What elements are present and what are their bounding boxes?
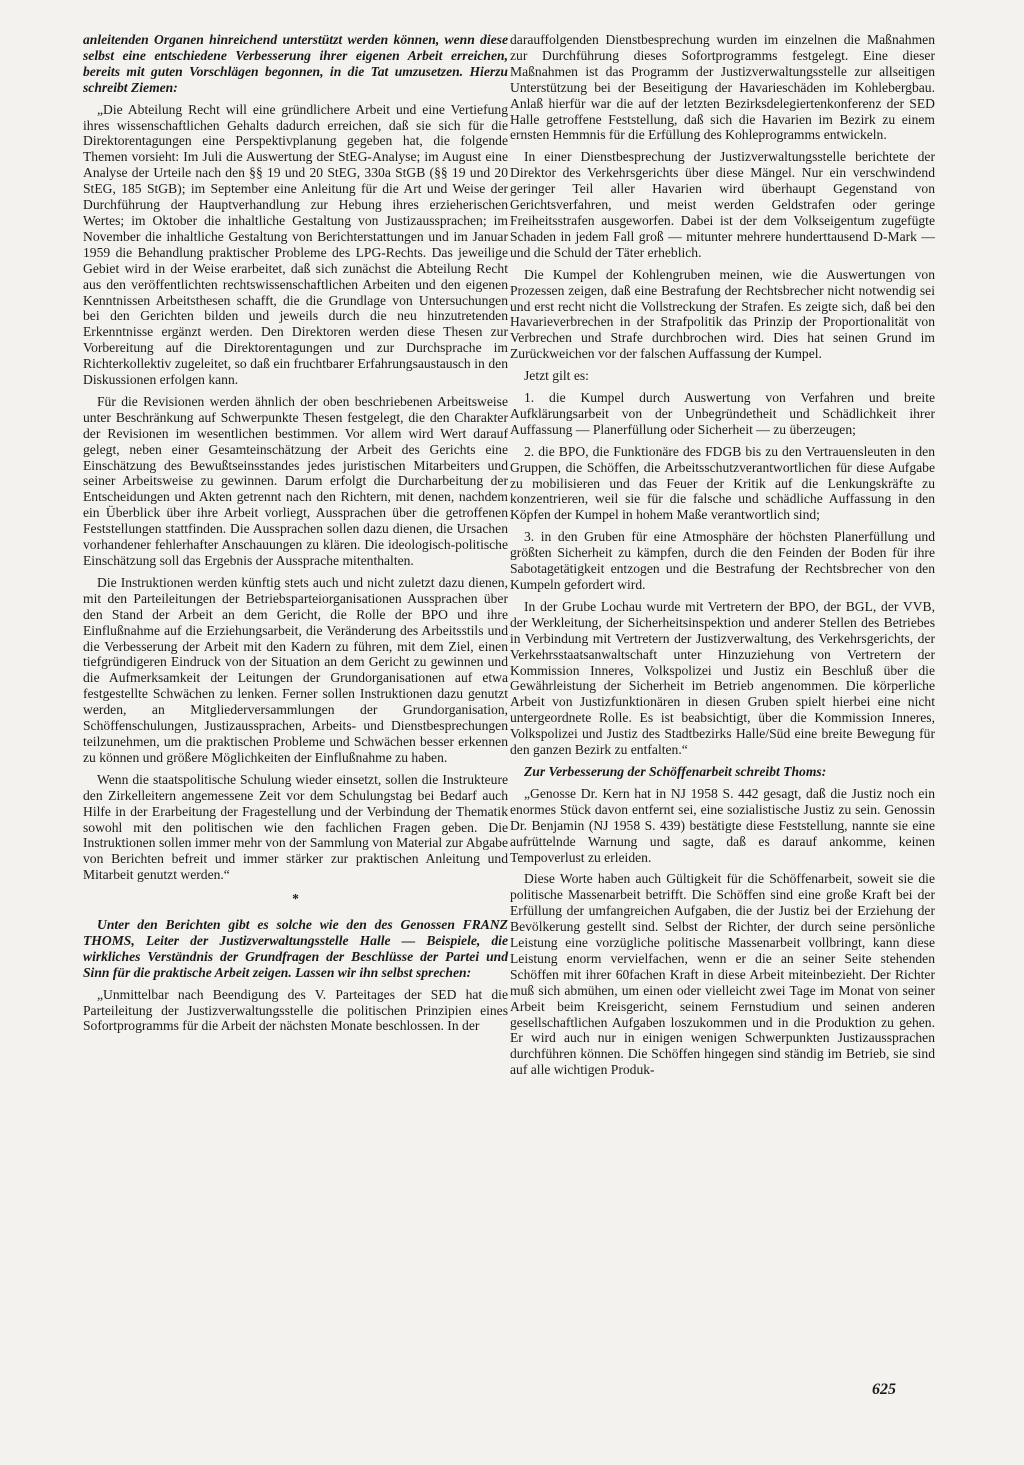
right-column <box>510 32 935 1084</box>
paragraph-dienstbesprechung: In einer Dienstbesprechung der Justizverwaltungsstelle berichtete der Direktor des Verkehrsgerichts über diese Mängel. Nur ein verschwindend geringer Teil aller Havarien wird überhaupt Gegenstand von Gerichtsverfahren, und meist werden Geldstrafen oder geringe Freiheitsstrafen ausgeworfen. Dabei ist der dem Volkseigentum zugefügte Schaden in jedem Fall groß — mitunter mehrere hunderttausend D-Mark — und die Schuld der Täter erheblich. <box>510 149 935 260</box>
paragraph-continuation: darauffolgenden Dienstbesprechung wurden im einzelnen die Maßnahmen zur Durchführung dieses Sofortprogramms festgelegt. Eine dieser Maßnahmen ist das Programm der Justizverwaltungsstelle zur allseitigen Unterstützung bei der Beseitigung der Havarieschäden im Kohlebergbau. Anlaß hierfür war die auf der letzten Bezirksdelegiertenkonferenz der SED Halle getroffene Feststellung, daß sich die Havarien im Bezirk zu einem ernsten Hemmnis für die Erfüllung des Kohleprogramms entwickeln. <box>510 32 935 143</box>
quote-paragraph-parteitag: „Unmittelbar nach Beendigung des V. Parteitages der SED hat die Parteileitung der Justizverwaltungsstelle die politischen Prinzipien eines Sofortprogramms für die Arbeit der nächsten Monate beschlossen. In der <box>83 986 508 1034</box>
list-item-1: 1. die Kumpel durch Auswertung von Verfahren und breite Aufklärungsarbeit von der Unbegründetheit und Schädlichkeit ihrer Auffassung — Planerfüllung oder Sicherheit — zu überzeugen; <box>510 390 935 437</box>
paragraph-instruktionen: Die Instruktionen werden künftig stets auch und nicht zuletzt dazu dienen, mit den Parteileitungen der Betriebsparteiorganisationen Aussprachen über den Stand der Arbeit an dem Gericht, die Rolle der BPO und ihre Einflußnahme auf die Erziehungsarbeit, die Veränderung des Arbeitsstils und die Verbesserung der Arbeit mit den Kadern zu führen, mit dem Ziel, einen tiefgründigeren Eindruck von der Situation an dem Gericht zu gewinnen und die Aufmerksamkeit der Leitungen der Grundorganisationen auf etwa festgestellte Schwächen zu lenken. Ferner sollen Instruktionen dazu genutzt werden, an Mitgliederversammlungen der Grundorganisation, Schöffenschulungen, Justizaussprachen, Arbeits- und Dienstbesprechungen teilzunehmen, um die praktischen Probleme und Schwächen besser erkennen zu können und größere Möglichkeiten der Einflußnahme zu haben. <box>83 574 508 765</box>
page-number: 625 <box>872 1381 896 1398</box>
intro-paragraph: anleitenden Organen hinreichend unterstützt werden können, wenn diese selbst eine entschiedene Verbesserung ihrer eigenen Arbeit erreichen, bereits mit guten Vorschlägen begonnen, in die Tat umzusetzen. Hierzu schreibt Ziemen: <box>83 32 508 95</box>
paragraph-revisionen: Für die Revisionen werden ähnlich der oben beschriebenen Arbeitsweise unter Beschränkung auf Schwerpunkte Thesen festgelegt, die den Charakter der Revisionen im wesentlichen bestimmen. Vor allem wird Wert darauf gelegt, neben einer Gesamteinschätzung der Arbeit des Gerichts eine Einschätzung des Bewußtseinsstandes jedes juristischen Mitarbeiters und seiner Arbeitsweise zu gewinnen. Darum erfolgt die Durcharbeitung der Entscheidungen und Akten getrennt nach den Richtern, mit denen, nachdem ein Überblick über ihre Arbeit vorliegt, Aussprachen über die getroffenen Feststellungen stattfinden. Die Aussprachen sollen dazu dienen, die Ursachen vorhandener fehlerhafter Anschauungen zu klären. Die ideologisch-politische Einschätzung soll das Ergebnis der Aussprache mitenthalten. <box>83 393 508 568</box>
quote-paragraph-abteilung-recht: „Die Abteilung Recht will eine gründlichere Arbeit und eine Vertiefung ihres wissenschaftlichen Gehalts dadurch erreichen, daß sie sich für die Direktorentagungen eine Perspektivplanung gegeben hat, die folgende Themen vorsieht: Im Juli die Auswertung der StEG-Analyse; im August eine Analyse der Urteile nach den §§ 19 und 20 StEG, 330a StGB (§§ 19 und 20 StEG, 185 StGB); im September eine Anleitung für die Art und Weise der Durchführung der Hauptverhandlung zur Hebung ihres erzieherischen Wertes; im Oktober die inhaltliche Gestaltung von Justizaussprachen; im November die inhaltliche Gestaltung von Berichterstattungen und im Januar 1959 die Behandlung praktischer Probleme des LPG-Rechts. Das jeweilige Gebiet wird in der Weise erarbeitet, daß sich zunächst die Abteilung Recht aus den veröffentlichten rechtswissenschaftlichen Arbeiten und den eigenen Kenntnissen Arbeitsthesen schafft, die die Grundlage von Untersuchungen bei den Gerichten bilden und jeweils durch die neu hinzutretenden Erkenntnisse ergänzt werden. Den Direktoren werden diese Thesen zur Vorbereitung auf die Direktorentagungen und zur Durchsprache im Richterkollektiv zugeleitet, so daß ein fruchtbarer Erfahrungsaustausch in den Diskussionen erfolgen kann. <box>83 101 508 388</box>
paragraph-kumpel: Die Kumpel der Kohlengruben meinen, wie die Auswertungen von Prozessen zeigen, daß eine Bestrafung der Rechtsbrecher nicht notwendig sei und erst recht nicht die Vollstreckung der Strafen. Es zeigte sich, daß bei den Havarieverbrechen in der Strafpolitik das Prinzip der Proportionalität von Verbrechen und Strafe durchbrochen wird. Dies hat seinen Grund im Zurückweichen vor der falschen Auffassung der Kumpel. <box>510 266 935 362</box>
section-divider-asterisk: * <box>292 891 299 907</box>
paragraph-gueltigkeit: Diese Worte haben auch Gültigkeit für die Schöffenarbeit, soweit sie die politische Massenarbeit betrifft. Die Schöffen sind eine große Kraft bei der Erfüllung der umfangreichen Aufgaben, die der Justiz bei der Erziehung der Bevölkerung gestellt sind. Selbst der Richter, der durch seine persönliche Leistung eine vorzügliche politische Massenarbeit vollbringt, kann diese Leistung enorm vervielfachen, wenn er die an seiner Seite stehenden Schöffen mit ihrer 60fachen Kraft in diese Arbeit miteinbezieht. Der Richter muß sich abmühen, um einen oder vielleicht zwei Tage im Monat von seiner Arbeit beim Kreisgericht, seinem Fernstudium und seinen anderen gesellschaftlichen Aufgaben loszukommen und in die Produktion zu gehen. Er wird auch nur in einigen wenigen Schwerpunkten Justizaussprachen durchführen können. Die Schöffen hingegen sind ständig im Betrieb, sie sind auf alle wichtigen Produk- <box>510 871 935 1078</box>
list-item-3: 3. in den Gruben für eine Atmosphäre der höchsten Planerfüllung und größten Sicherheit zu kämpfen, durch die den Feinden der Boden für ihre Sabotagetätigkeit entzogen und die Bestrafung der Rechtsbrecher von den Kumpeln gefordert wird. <box>510 529 935 592</box>
quote-paragraph-kern: „Genosse Dr. Kern hat in NJ 1958 S. 442 gesagt, daß die Justiz noch ein enormes Stück davon entfernt sei, eine sozialistische Justiz zu sein. Genossin Dr. Benjamin (NJ 1958 S. 439) bestätigte diese Feststellung, nannte sie eine aufrüttelnde Warnung und sagte, daß es darauf ankomme, keinen Tempoverlust zu erleiden. <box>510 785 935 865</box>
paragraph-jetzt-gilt-es: Jetzt gilt es: <box>524 368 589 384</box>
paragraph-schoeffenarbeit-heading: Zur Verbesserung der Schöffenarbeit schreibt Thoms: <box>524 763 827 779</box>
paragraph-schulung: Wenn die staatspolitische Schulung wieder einsetzt, sollen die Instrukteure den Zirkelleitern angemessene Zeit vor dem Schulungstag bei Bedarf auch Hilfe in der Erarbeitung der Fragestellung und der Verbindung der Thematik sowohl mit den politischen wie den fachlichen Fragen geben. Die Instruktionen sollen immer mehr von der Sammlung von Material zur Abgabe von Berichten befreit und immer stärker zur praktischen Anleitung und Mitarbeit genutzt werden.“ <box>83 771 508 883</box>
paragraph-berichte-thoms: Unter den Berichten gibt es solche wie den des Genossen FRANZ THOMS, Leiter der Justizverwaltungsstelle Halle — Beispiele, die wirkliches Verständnis der Grundfragen der Beschlüsse der Partei und Sinn für die praktische Arbeit zeigen. Lassen wir ihn selbst sprechen: <box>83 917 508 980</box>
list-item-2: 2. die BPO, die Funktionäre des FDGB bis zu den Vertrauensleuten in den Gruppen, die Schöffen, die Arbeitsschutzverantwortlichen für diese Aufgabe zu mobilisieren und das Feuer der Kritik auf die Lenkungskräfte zu konzentrieren, weil sie für die falsche und schädliche Auffassung in den Köpfen der Kumpel in hohem Maße verantwortlich sind; <box>510 443 935 523</box>
paragraph-grube-lochau: In der Grube Lochau wurde mit Vertretern der BPO, der BGL, der VVB, der Werkleitung, der Sicherheitsinspektion und anderer Stellen des Betriebes in Verbindung mit Vertretern der Justizverwaltung, des Verkehrsgerichts, der Verkehrsstaatsanwaltschaft unter Hinzuziehung von Vertretern der Kommission Inneres, Volkspolizei und Justiz ein Beschluß über die Gewährleistung der Sicherheit im Betrieb angenommen. Die körperliche Arbeit von Justizfunktionären in diesen Gruben spielt hierbei eine nicht untergeordnete Rolle. Es ist beabsichtigt, über die Kommission Inneres, Volkspolizei und Justiz des Stadtbezirks Halle/Süd eine breite Bewegung für den ganzen Bezirk zu entfalten.“ <box>510 598 935 758</box>
left-column <box>83 32 508 1040</box>
